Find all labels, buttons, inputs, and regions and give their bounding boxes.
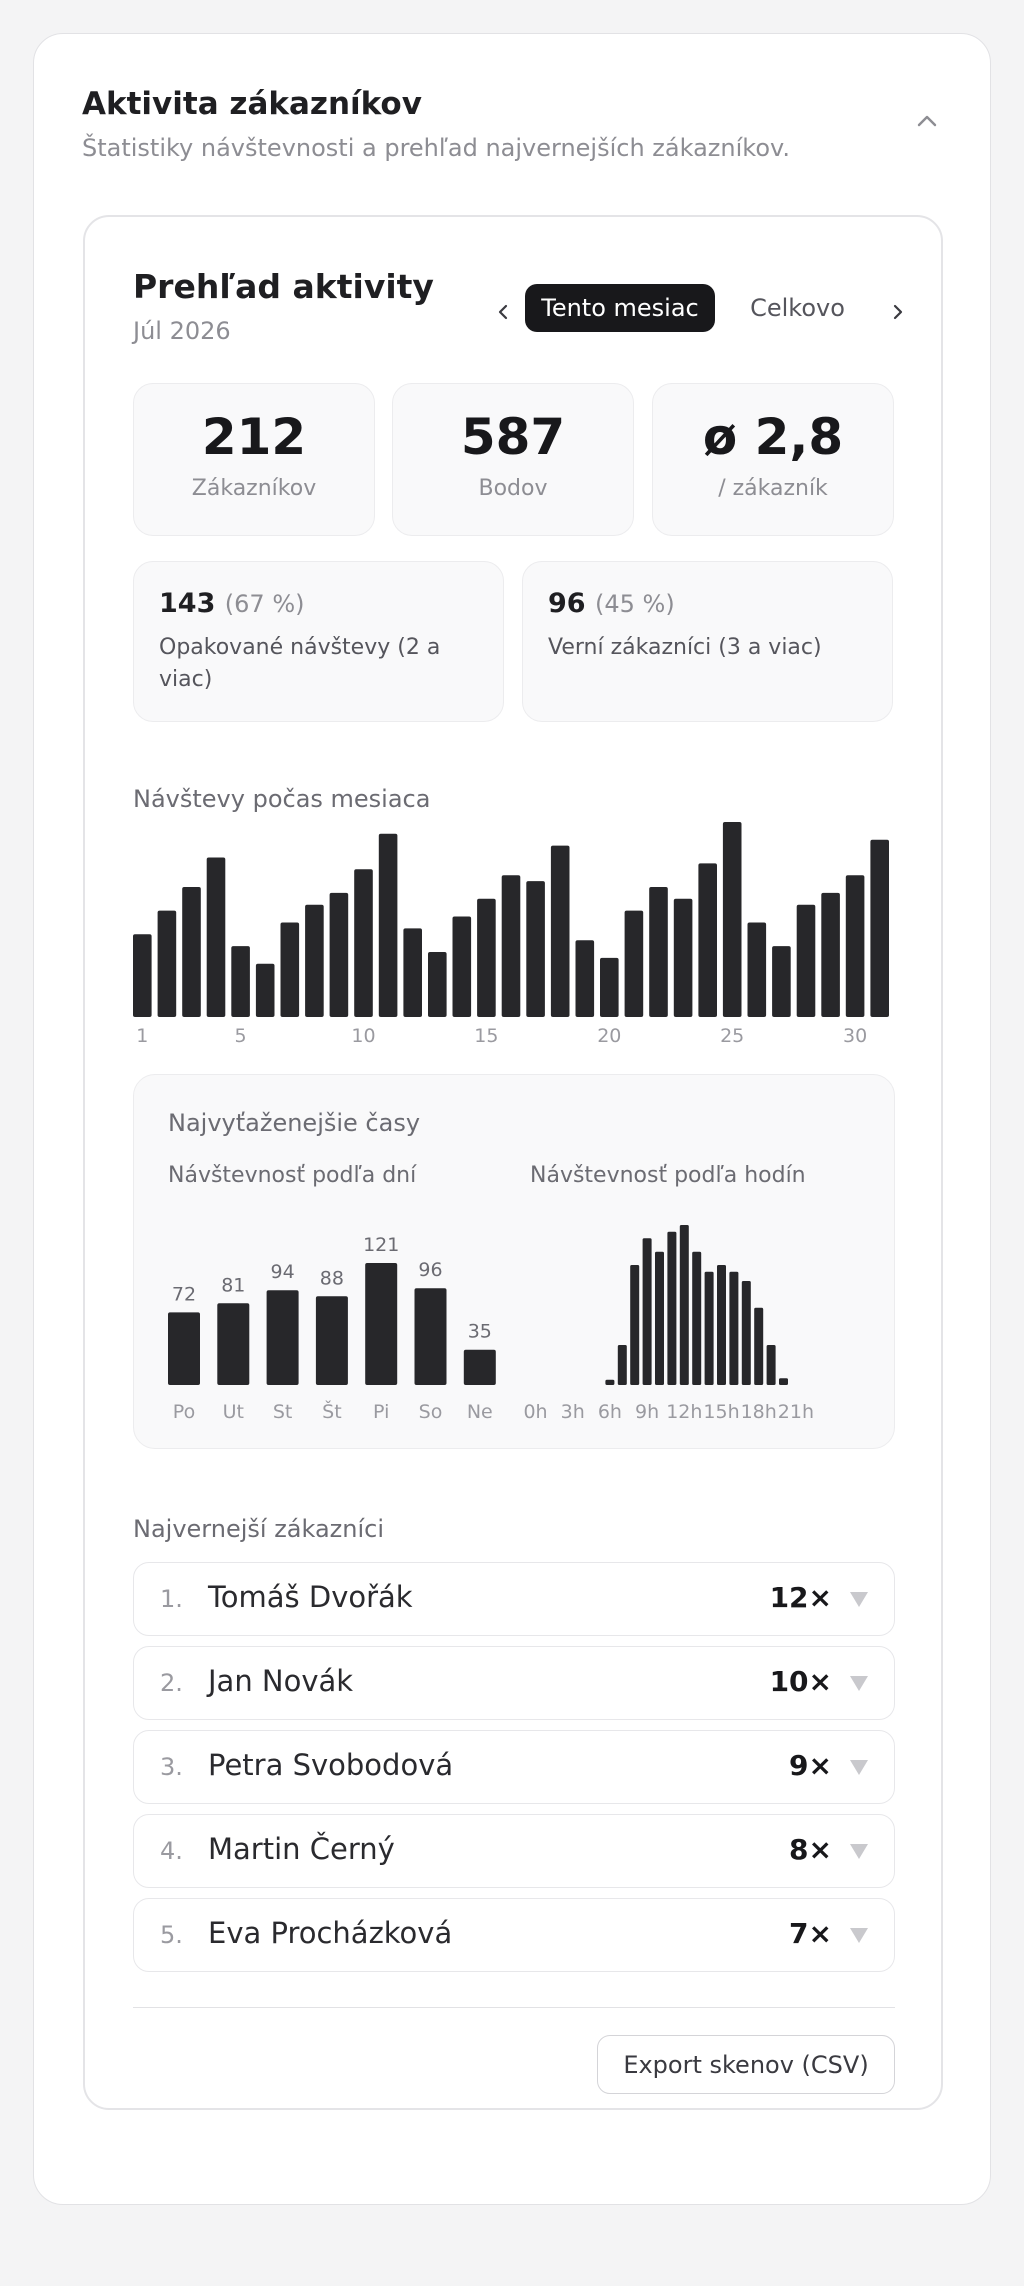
metric-value: 96: [548, 588, 586, 619]
x-tick-label: Po: [172, 1401, 196, 1423]
stat-label: Zákazníkov: [191, 476, 317, 501]
page-subtitle: Štatistiky návštevnosti a prehľad najvernejších zákazníkov.: [82, 134, 790, 162]
customer-visit-count: 8×: [789, 1833, 832, 1866]
customer-name: Jan Novák: [208, 1664, 354, 1698]
chart-bar: [846, 875, 865, 1017]
chart-bar: [415, 1288, 447, 1385]
chart-bar: [267, 1290, 299, 1385]
chevron-left-icon: [496, 302, 510, 322]
customer-name: Tomáš Dvořák: [208, 1580, 413, 1614]
activity-overview-panel: [83, 215, 943, 2110]
stat-label: / zákazník: [718, 476, 828, 501]
customer-row[interactable]: [133, 1562, 895, 1636]
hourly-visits-chart: [523, 1200, 880, 1423]
customer-rank: 1.: [160, 1585, 183, 1613]
peak-times-title: Najvyťaženejšie časy: [168, 1109, 421, 1137]
customer-visit-count: 10×: [769, 1665, 832, 1698]
x-tick-label: 1: [136, 1025, 149, 1047]
x-tick-label: 6h: [597, 1401, 622, 1423]
x-tick-label: 25: [720, 1025, 745, 1047]
chart-bar: [453, 917, 472, 1018]
chart-bar: [551, 846, 570, 1017]
customer-activity-card: [33, 33, 991, 2205]
collapse-button[interactable]: [912, 106, 942, 136]
overview-period: Júl 2026: [133, 317, 231, 345]
chart-bar: [217, 1303, 249, 1385]
x-tick-label: 15h: [703, 1401, 740, 1423]
metric-label: Verní zákazníci (3 a viac): [548, 635, 822, 660]
chart-bar: [723, 822, 742, 1017]
page-title: Aktivita zákazníkov: [82, 86, 422, 122]
monthly-chart-title: Návštevy počas mesiaca: [133, 785, 431, 813]
x-tick-label: 12h: [666, 1401, 703, 1423]
chart-bar: [692, 1252, 701, 1385]
chart-bar: [256, 964, 275, 1017]
hourly-chart-title: Návštevnosť podľa hodín: [530, 1163, 806, 1188]
x-tick-label: Pi: [373, 1401, 390, 1423]
chart-bar: [748, 923, 767, 1018]
chart-bar: [133, 934, 152, 1017]
customer-rank: 4.: [160, 1837, 183, 1865]
customer-name: Eva Procházková: [208, 1916, 453, 1950]
chart-bar: [742, 1281, 751, 1385]
expand-triangle-icon[interactable]: [848, 1923, 870, 1947]
x-tick-label: Ut: [222, 1401, 244, 1423]
x-tick-label: 20: [597, 1025, 622, 1047]
chart-bar: [464, 1350, 496, 1385]
x-tick-label: 18h: [740, 1401, 777, 1423]
chart-bar: [207, 858, 226, 1018]
chart-bar: [182, 887, 201, 1017]
overview-title: Prehľad aktivity: [133, 267, 434, 306]
tab-this-month[interactable]: Tento mesiac: [525, 284, 715, 332]
chart-bar: [698, 863, 717, 1017]
customer-row[interactable]: [133, 1646, 895, 1720]
expand-triangle-icon[interactable]: [848, 1839, 870, 1863]
divider: [133, 2007, 895, 2008]
chart-bar: [821, 893, 840, 1017]
x-tick-label: St: [272, 1401, 293, 1423]
chart-bar: [477, 899, 496, 1017]
customer-rank: 5.: [160, 1921, 183, 1949]
customer-visit-count: 7×: [789, 1917, 832, 1950]
data-label: 81: [221, 1274, 246, 1297]
stat-label: Bodov: [478, 476, 548, 501]
stat-points: [392, 383, 634, 536]
chart-bar: [618, 1345, 627, 1385]
stat-value: 212: [201, 408, 307, 466]
chart-bar: [717, 1265, 726, 1385]
stat-customers: [133, 383, 375, 536]
chart-bar: [305, 905, 324, 1017]
chart-bar: [576, 940, 595, 1017]
chart-bar: [379, 834, 398, 1017]
chart-bar: [526, 881, 545, 1017]
metric-loyal-customers: [522, 561, 893, 722]
customer-visit-count: 12×: [769, 1581, 832, 1614]
x-tick-label: 9h: [635, 1401, 660, 1423]
x-tick-label: 21h: [777, 1401, 815, 1423]
chart-bar: [316, 1296, 348, 1385]
data-label: 96: [418, 1259, 443, 1282]
customer-row[interactable]: [133, 1814, 895, 1888]
chart-bar: [870, 840, 889, 1017]
customer-name: Petra Svobodová: [208, 1748, 454, 1782]
chart-bar: [428, 952, 447, 1017]
chart-bar: [674, 899, 693, 1017]
data-label: 94: [270, 1261, 295, 1284]
monthly-visits-chart: [133, 822, 895, 1047]
expand-triangle-icon[interactable]: [848, 1755, 870, 1779]
chart-bar: [158, 911, 177, 1017]
chart-bar: [772, 946, 791, 1017]
customer-name: Martin Černý: [208, 1832, 395, 1866]
chart-bar: [655, 1252, 664, 1385]
loyal-customers-title: Najvernejší zákazníci: [133, 1515, 385, 1543]
data-label: 121: [363, 1234, 400, 1256]
metric-repeat-visits: [133, 561, 504, 722]
x-tick-label: 30: [843, 1025, 868, 1047]
chart-bar: [605, 1380, 614, 1385]
chart-bar: [231, 946, 250, 1017]
prev-period-button[interactable]: [490, 297, 516, 327]
tab-overall[interactable]: Celkovo: [750, 294, 845, 322]
weekday-chart-title: Návštevnosť podľa dní: [168, 1163, 417, 1188]
customer-rank: 3.: [160, 1753, 183, 1781]
x-tick-label: Ne: [466, 1401, 493, 1423]
chart-bar: [168, 1312, 200, 1385]
data-label: 88: [319, 1267, 344, 1290]
expand-triangle-icon[interactable]: [848, 1671, 870, 1695]
chart-bar: [502, 875, 521, 1017]
chart-bar: [767, 1345, 776, 1385]
stat-average: [652, 383, 894, 536]
chart-bar: [281, 923, 300, 1018]
x-tick-label: 0h: [523, 1401, 548, 1423]
next-period-button[interactable]: [885, 297, 911, 327]
customer-rank: 2.: [160, 1669, 183, 1697]
chart-bar: [680, 1225, 689, 1385]
chart-bar: [354, 869, 373, 1017]
chevron-up-icon: [916, 114, 938, 128]
expand-triangle-icon[interactable]: [848, 1587, 870, 1611]
chart-bar: [625, 911, 644, 1017]
chart-bar: [403, 928, 422, 1017]
chart-bar: [630, 1265, 639, 1385]
chart-bar: [330, 893, 349, 1017]
chart-bar: [729, 1272, 738, 1385]
chart-bar: [797, 905, 816, 1017]
chart-bar: [365, 1263, 397, 1385]
chart-bar: [643, 1238, 652, 1385]
data-label: 72: [171, 1283, 197, 1306]
chevron-right-icon: [891, 302, 905, 322]
chart-bar: [779, 1378, 788, 1385]
x-tick-label: 15: [474, 1025, 499, 1047]
chart-bar: [600, 958, 619, 1017]
customer-visit-count: 9×: [789, 1749, 832, 1782]
chart-bar: [705, 1272, 714, 1385]
metric-value: 143: [159, 588, 216, 619]
x-tick-label: 3h: [560, 1401, 585, 1423]
x-tick-label: Št: [322, 1401, 342, 1423]
customer-row[interactable]: [133, 1730, 895, 1804]
peak-times-panel: [133, 1074, 895, 1449]
x-tick-label: 10: [351, 1025, 376, 1047]
metric-percent: (67 %): [224, 590, 305, 618]
chart-bar: [667, 1232, 676, 1385]
chart-bar: [754, 1308, 763, 1385]
x-tick-label: 5: [234, 1025, 247, 1047]
chart-bar: [649, 887, 668, 1017]
data-label: 35: [467, 1320, 492, 1343]
metric-label: Opakované návštevy (2 a viac): [159, 635, 441, 692]
customer-row[interactable]: [133, 1898, 895, 1972]
stat-value: ø 2,8: [702, 408, 844, 466]
x-tick-label: So: [418, 1401, 443, 1423]
stat-value: 587: [460, 408, 566, 466]
weekday-visits-chart: [168, 1200, 508, 1423]
export-csv-button[interactable]: Export skenov (CSV): [597, 2035, 895, 2094]
metric-percent: (45 %): [594, 590, 675, 618]
